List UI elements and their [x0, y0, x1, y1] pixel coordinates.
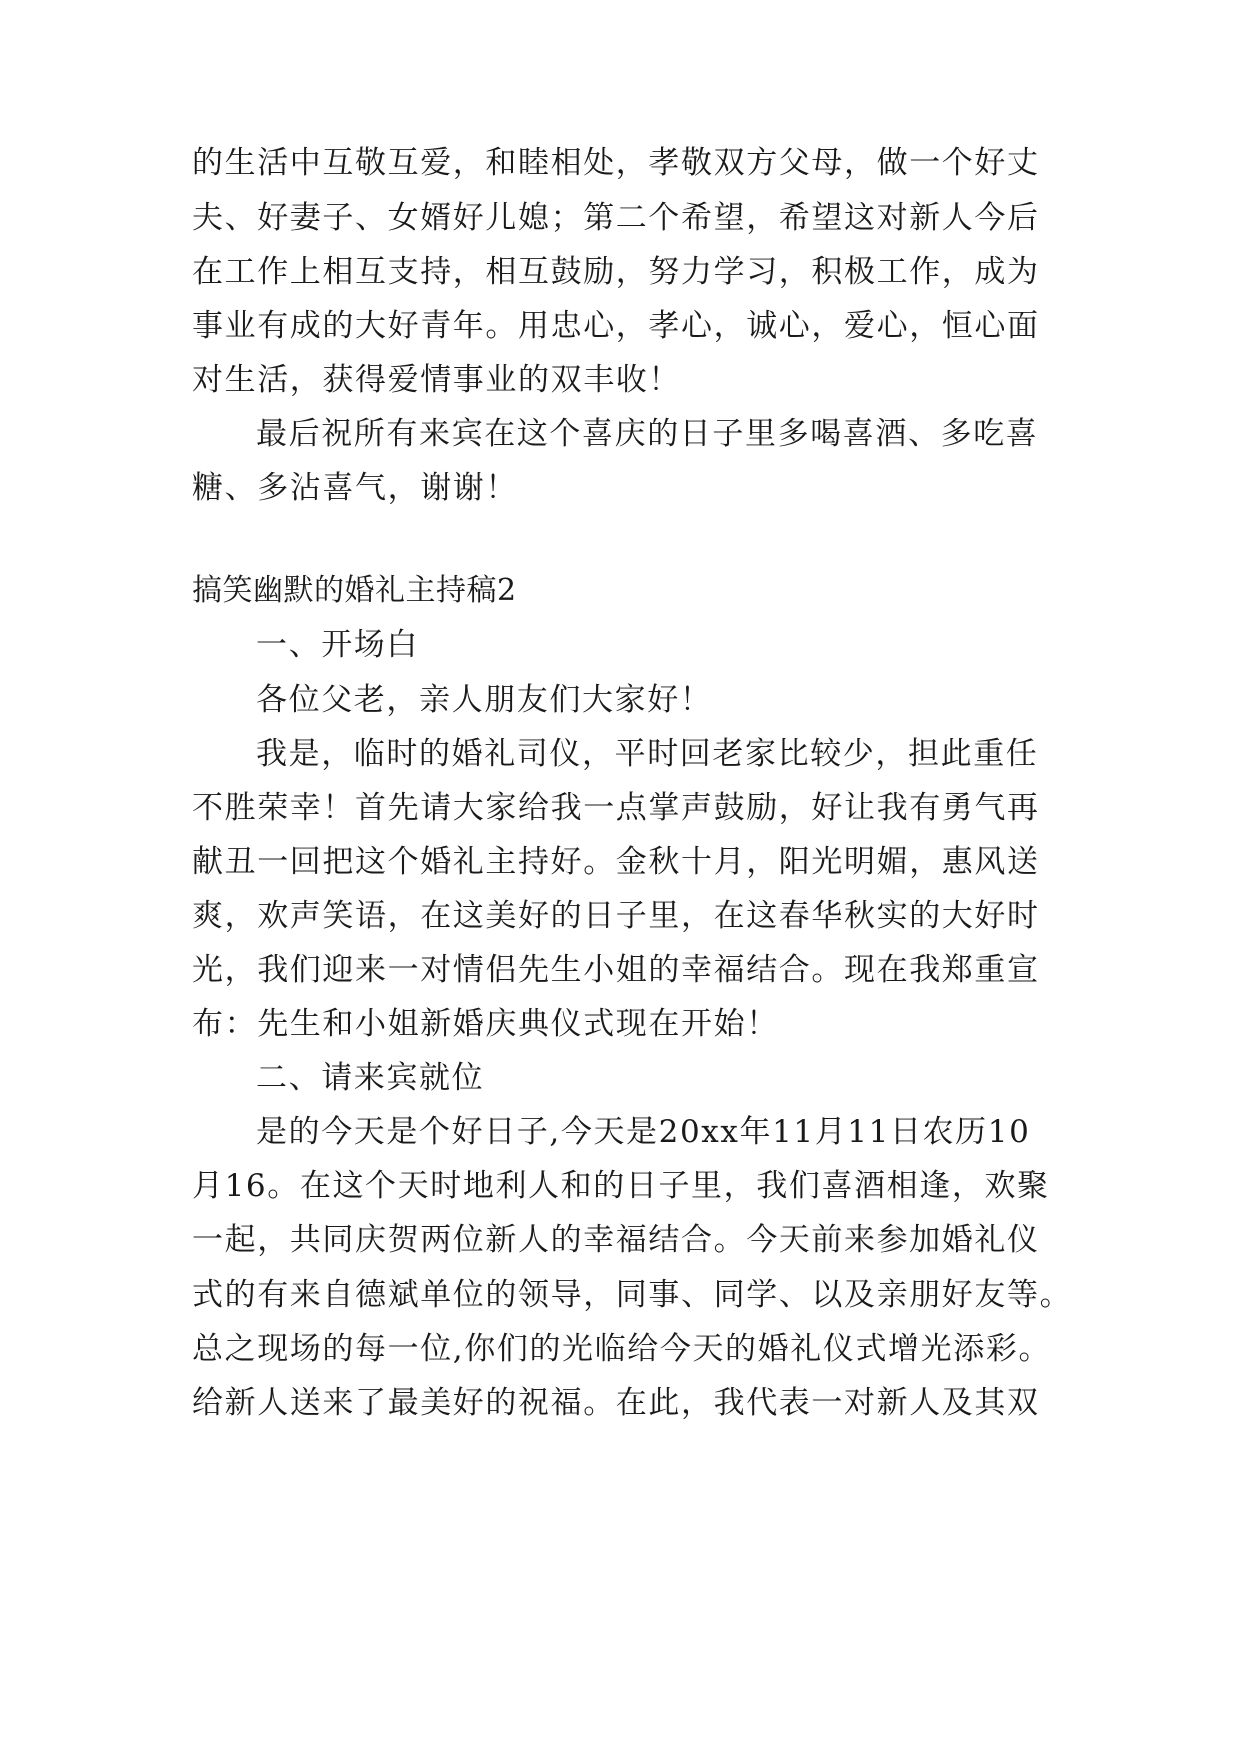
paragraph-line: 最后祝所有来宾在这个喜庆的日子里多喝喜酒、多吃喜: [256, 416, 1039, 452]
paragraph-line: 布：先生和小姐新婚庆典仪式现在开始！: [192, 1006, 779, 1042]
paragraph-line: 我是，临时的婚礼司仪，平时回老家比较少，担此重任: [256, 736, 1039, 772]
paragraph-line: 光，我们迎来一对情侣先生小姐的幸福结合。现在我郑重宣: [192, 952, 1040, 988]
section-heading: 一、开场白: [256, 627, 419, 663]
section-title: 搞笑幽默的婚礼主持稿2: [192, 573, 517, 608]
paragraph-line: 是的今天是个好日子,今天是20xx年11月11日农历10: [256, 1114, 1031, 1150]
paragraph-line: 式的有来自德斌单位的领导，同事、同学、以及亲朋好友等。: [192, 1277, 1073, 1313]
paragraph-line: 事业有成的大好青年。用忠心，孝心，诚心，爱心，恒心面: [192, 308, 1040, 344]
paragraph-line: 不胜荣幸！首先请大家给我一点掌声鼓励，好让我有勇气再: [192, 790, 1040, 826]
paragraph-line: 一起，共同庆贺两位新人的幸福结合。今天前来参加婚礼仪: [192, 1222, 1040, 1258]
paragraph-line: 的生活中互敬互爱，和睦相处，孝敬双方父母，做一个好丈: [192, 145, 1040, 181]
paragraph-line: 总之现场的每一位,你们的光临给今天的婚礼仪式增光添彩。: [192, 1331, 1052, 1367]
paragraph-line: 糖、多沾喜气，谢谢！: [192, 470, 518, 506]
paragraph-line: 在工作上相互支持，相互鼓励，努力学习，积极工作，成为: [192, 254, 1040, 290]
section-heading: 二、请来宾就位: [256, 1060, 485, 1096]
paragraph-line: 对生活，获得爱情事业的双丰收！: [192, 362, 681, 398]
paragraph-line: 月16。在这个天时地利人和的日子里，我们喜酒相逢，欢聚: [192, 1168, 1050, 1204]
paragraph-line: 夫、好妻子、女婿好儿媳；第二个希望，希望这对新人今后: [192, 200, 1040, 236]
paragraph-line: 爽，欢声笑语，在这美好的日子里，在这春华秋实的大好时: [192, 898, 1040, 934]
paragraph-line: 给新人送来了最美好的祝福。在此，我代表一对新人及其双: [192, 1385, 1040, 1421]
paragraph-line: 各位父老，亲人朋友们大家好！: [256, 682, 713, 718]
paragraph-line: 献丑一回把这个婚礼主持好。金秋十月，阳光明媚，惠风送: [192, 844, 1040, 880]
